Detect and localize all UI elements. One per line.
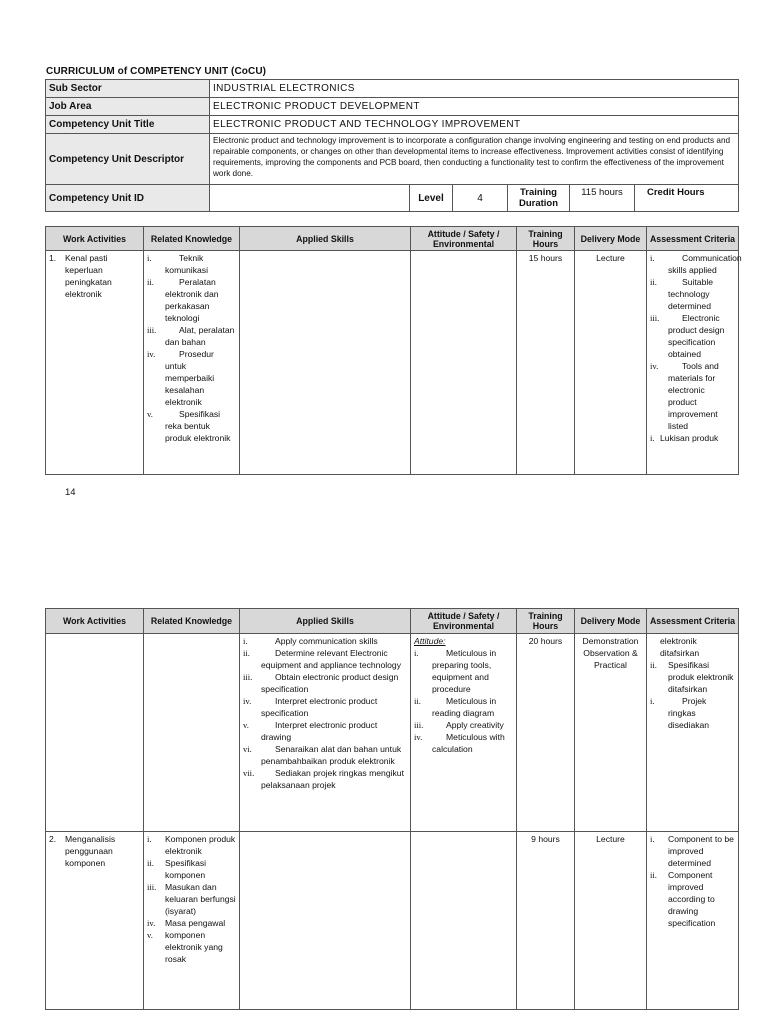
delivery-mode-cell: Lecture [575, 832, 647, 1010]
list-item: ii. Peralatan elektronik dan perkakasan teknologi [147, 277, 219, 323]
list-item: i. Component to be improved determined [650, 834, 734, 868]
attitude-cell [411, 832, 517, 1010]
unit-id-value [210, 185, 410, 212]
activity-text: Kenal pasti keperluan peningkatan elektronik [65, 253, 112, 299]
level-label: Level [410, 185, 453, 212]
level-value: 4 [453, 185, 508, 212]
training-hours-cell: 9 hours [517, 832, 575, 1010]
delivery-mode-cell: Lecture [575, 251, 647, 475]
list-item: ii. Spesifikasi komponen [147, 858, 207, 880]
list-item: iii. Alat, peralatan dan bahan [147, 325, 235, 347]
table-row [46, 251, 739, 475]
unit-id-label: Competency Unit ID [46, 185, 210, 212]
list-item: i. Teknik komunikasi [147, 253, 208, 275]
list-item: iii. Masukan dan keluaran berfungsi (isyarat) [147, 882, 236, 916]
training-duration-value: 115 hours [570, 185, 635, 212]
work-activity-cell [46, 251, 144, 475]
job-area-value: ELECTRONIC PRODUCT DEVELOPMENT [210, 98, 739, 116]
col-attitude: Attitude / Safety / Environmental [411, 609, 517, 634]
unit-title-label: Competency Unit Title [46, 116, 210, 134]
list-item: vii. Sediakan projek ringkas mengikut pelaksanaan projek [243, 768, 404, 790]
work-activities-table-2 [45, 608, 739, 1010]
sub-sector-value: INDUSTRIAL ELECTRONICS [210, 80, 739, 98]
assessment-criteria-cell [647, 832, 739, 1010]
list-item: iv. Meticulous with calculation [414, 732, 505, 754]
activity-number: 2. [49, 834, 57, 844]
work-activities-table-1 [45, 226, 742, 475]
list-item: ii. Spesifikasi produk elektronik ditafsirkan [650, 660, 734, 694]
list-item: iii. Obtain electronic product design specification [243, 672, 399, 694]
applied-skills-cell [240, 832, 411, 1010]
applied-skills-cell [240, 634, 411, 832]
attitude-cell [411, 251, 517, 475]
training-duration-label: Training Duration [508, 185, 570, 212]
list-item: ii. Component improved according to drawing specification [650, 870, 716, 928]
activity-number: 1. [49, 253, 57, 263]
col-related-knowledge: Related Knowledge [144, 609, 240, 634]
list-item: ii. Determine relevant Electronic equipment and appliance technology [243, 648, 401, 670]
list-item: iv. Masa pengawal [147, 918, 226, 928]
list-item: iii. Electronic product design specification obtained [650, 313, 725, 359]
list-item: i. Lukisan produk [650, 433, 719, 443]
list-item: v. Spesifikasi reka bentuk produk elektronik [147, 409, 231, 443]
work-activity-cell [46, 634, 144, 832]
list-item: iii. Apply creativity [414, 720, 504, 730]
col-assessment-criteria: Assessment Criteria [647, 609, 739, 634]
list-item: v. komponen elektronik yang rosak [147, 930, 223, 964]
table-row [46, 832, 739, 1010]
list-item: v. Interpret electronic product drawing [243, 720, 378, 742]
list-item: i. Projek ringkas disediakan [650, 696, 710, 730]
col-assessment-criteria: Assessment Criteria [647, 227, 739, 251]
list-item: ii. Suitable technology determined [650, 277, 714, 311]
col-delivery-mode: Delivery Mode [575, 227, 647, 251]
criteria-continuation: elektronik ditafsirkan [660, 636, 700, 658]
attitude-heading: Attitude: [414, 636, 446, 646]
document-title: CURRICULUM of COMPETENCY UNIT (CoCU) [46, 66, 267, 77]
attitude-cell [411, 634, 517, 832]
col-attitude: Attitude / Safety / Environmental [411, 227, 517, 251]
assessment-criteria-cell [647, 634, 739, 832]
list-item: i. Meticulous in preparing tools, equipment and procedure [414, 648, 497, 694]
credit-hours-label-text: Credit Hours [647, 187, 705, 198]
col-work-activities: Work Activities [46, 227, 144, 251]
col-related-knowledge: Related Knowledge [144, 227, 240, 251]
unit-title-value: ELECTRONIC PRODUCT AND TECHNOLOGY IMPROVEMENT [210, 116, 739, 134]
delivery-mode-cell: Demonstration Observation & Practical [575, 634, 647, 832]
training-hours-cell: 20 hours [517, 634, 575, 832]
descriptor-value: Electronic product and technology improvement is to incorporate a configuration change involving engineering and testing on end products and repairable components, or changes on other than developmental items to increase effectiveness. Improvement activities consist of identifying requirements, improving the components and PCB board, then conducting a functionality test to confirm the effectiveness of the improvement work done. [210, 134, 739, 185]
col-training-hours: Training Hours [517, 609, 575, 634]
table-row [46, 634, 739, 832]
list-item: vi. Senaraikan alat dan bahan untuk penambahbaikan produk elektronik [243, 744, 402, 766]
sub-sector-label: Sub Sector [46, 80, 210, 98]
col-delivery-mode: Delivery Mode [575, 609, 647, 634]
knowledge-cell [144, 251, 240, 475]
training-hours-cell: 15 hours [517, 251, 575, 475]
list-item: i. Komponen produk elektronik [147, 834, 236, 856]
credit-hours-label [635, 185, 739, 212]
applied-skills-cell [240, 251, 411, 475]
list-item: iv. Prosedur untuk memperbaiki kesalahan elektronik [147, 349, 215, 407]
work-activity-cell [46, 832, 144, 1010]
col-work-activities: Work Activities [46, 609, 144, 634]
list-item: iv. Tools and materials for electronic product improvement listed [650, 361, 719, 431]
assessment-criteria-cell [647, 251, 742, 475]
list-item: i. Apply communication skills [243, 636, 378, 646]
knowledge-cell [144, 832, 240, 1010]
col-applied-skills: Applied Skills [240, 609, 411, 634]
list-item: ii. Meticulous in reading diagram [414, 696, 497, 718]
col-applied-skills: Applied Skills [240, 227, 411, 251]
competency-info-table [45, 79, 739, 212]
job-area-label: Job Area [46, 98, 210, 116]
knowledge-cell [144, 634, 240, 832]
col-training-hours: Training Hours [517, 227, 575, 251]
activity-text: Menganalisis penggunaan komponen [65, 834, 116, 868]
descriptor-label: Competency Unit Descriptor [46, 134, 210, 185]
list-item: iv. Interpret electronic product specification [243, 696, 378, 718]
page-number: 14 [65, 487, 76, 498]
list-item: i. Communication skills applied [650, 253, 742, 275]
